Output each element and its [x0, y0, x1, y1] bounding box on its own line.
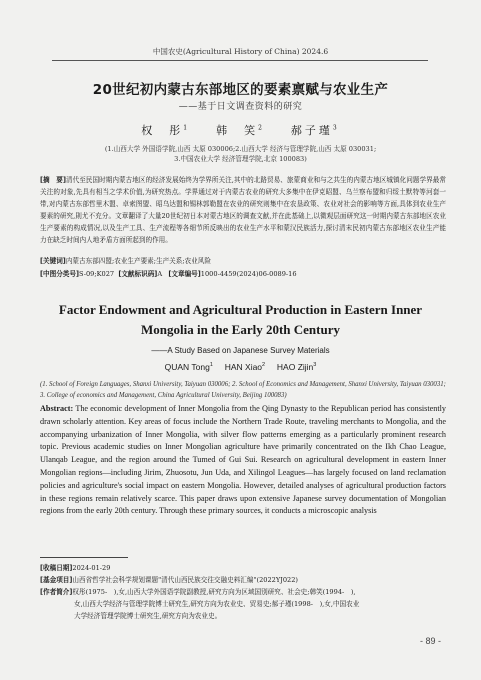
author-cn-2-sup: 2 — [258, 124, 265, 132]
author-en-2-sup: 2 — [262, 362, 266, 369]
classification-cn — [40, 268, 446, 280]
abstract-en-label: Abstract: — [40, 404, 74, 413]
footnote-authors — [40, 586, 446, 598]
author-cn-2: 韩 笑 — [216, 124, 259, 137]
author-cn-3: 郝子瑾 — [290, 124, 333, 137]
footnote-authors-text: 权彤(1975- ),女,山西大学外国语学院副教授,研究方向为区域国别研究、社会史;韩笑(1994- ), — [72, 588, 356, 596]
author-cn-1: 权 彤 — [141, 124, 184, 137]
authors-en — [0, 362, 481, 372]
doc-code-value: A — [157, 270, 163, 278]
clc-label: [中图分类号] — [40, 270, 79, 278]
abstract-en-text: The economic development of Inner Mongolia from the Qing Dynasty to the Republican period has consistently drawn scholarly attention. Key areas of focus include the Northern Trade Route, traveling merchants to Mongolia, and the accompanying urbanization of Inner Mongolia, with silver flow patterns emerging as a particularly prominent research topic. Previous academic studies on Inner Mongolian agriculture have primarily concentrated on the Ikh Chao League, Ulanqab League, and the region around the Tumed of Gui Sui. Research on agricultural development in eastern Inner Mongolian regions—including Jirim, Zhuosotu, Jun Uda, and Xilingol Leagues—has largely focused on land reclamation policies and agriculture's social impact on eastern Mongolia. However, detailed analyses of agricultural production factors in these regions remain relatively scarce. This paper draws upon extensive Japanese survey documentation of Mongolian regions from the early 20th century. Through these primary sources, it conducts a microscopic analysis — [40, 404, 446, 516]
author-cn-1-sup: 1 — [183, 124, 191, 132]
running-head: 中国农史(Agricultural History of China) 2024.6 — [152, 47, 329, 56]
footnote-funding-text: 山西省哲学社会科学规划课题"清代山西民族交往交融史料汇编"(2022YJ022) — [72, 576, 299, 584]
author-en-3-sup: 3 — [313, 362, 317, 369]
affiliation-cn-line-1: (1.山西大学 外国语学院,山西 太原 030006;2.山西大学 经济与管理学院,山西 太原 030031; — [104, 145, 377, 153]
affiliation-en: (1. School of Foreign Languages, Shanxi University, Taiyuan 030006; 2. School of Economics and Management, Shanxi University, Taiyuan 030031; 3. College of economics and Management, China Agricultural University, Beijing 100083) — [40, 381, 446, 399]
subtitle-cn: ——基于日文调查资料的研究 — [178, 102, 303, 112]
footnotes — [40, 562, 446, 622]
page-number: - 89 - — [419, 636, 441, 646]
footnote-received — [40, 562, 446, 574]
author-en-3: HAO Zijin — [276, 362, 314, 372]
title-en-line-2: Mongolia in the Early 20th Century — [141, 322, 340, 337]
footnote-authors-label: [作者简介] — [40, 588, 73, 596]
article-id-label: [文章编号] — [168, 270, 201, 278]
keywords-cn-label: [关键词] — [40, 257, 66, 265]
title-en — [0, 300, 481, 340]
footnote-funding — [40, 574, 446, 586]
keywords-cn — [40, 255, 446, 267]
abstract-cn-text: 清代至民国时期内蒙古地区的经济发展始终为学界所关注,其中的北路贸易、旅蒙商业和与之共生的内蒙古地区城镇化问题学界最常关注的对象,先具有相当之学术价值,为研究热点。学界通过对于内蒙古农业的研究大多集中在伊克昭盟、乌兰察布盟和归绥土默特等河套一带,对内蒙古东部哲里木盟、卓索图盟、昭乌达盟和锡林郭勒盟在农业的研究则集中在农垦政策、农业对社会的影响等方面,具体到农业生产要素的研究,則尤不充分。文章翻译了大量20世纪初日本对蒙古地区的调查文献,并在此基础上,以微观层面研究这一时期内蒙古东部地区农业生产要素的构成情况,以及生产工具、生产流程等各细节所反映出的农业生产水平和蒙汉民族活力,探讨清末民初内蒙古东部地区农业生产能力在缺乏时间内人地矛盾方面所起到的作用。 — [40, 176, 446, 244]
author-en-2: HAN Xiao — [224, 362, 263, 372]
subtitle-en: ——A Study Based on Japanese Survey Materials — [151, 346, 330, 355]
abstract-en — [40, 403, 446, 557]
title-cn: 20世纪初内蒙古东部地区的要素禀赋与农业生产 — [92, 82, 389, 98]
title-en-line-1: Factor Endowment and Agricultural Production in Eastern Inner — [58, 302, 423, 317]
footnote-authors-cont-1: 女,山西大学经济与管理学院博士研究生,研究方向为农业史、贸易史;郝子瑾(1998- ),女,中国农业 — [74, 600, 360, 608]
author-en-1-sup: 1 — [209, 362, 213, 369]
author-cn-3-sup: 3 — [332, 124, 340, 132]
footnote-received-text: 2024-01-29 — [72, 564, 111, 572]
footnote-received-label: [收稿日期] — [40, 564, 73, 572]
footnote-authors-cont-2: 大学经济管理学院博士研究生,研究方向为农业史。 — [74, 612, 222, 620]
article-id-value: 1000-4459(2024)06-0089-16 — [200, 270, 297, 278]
footnote-rule — [40, 557, 128, 558]
affiliation-cn-line-2: 3.中国农业大学 经济管理学院,北京 100083) — [174, 155, 307, 163]
footnote-funding-label: [基金项目] — [40, 576, 73, 584]
header-rule — [52, 60, 428, 61]
authors-cn — [0, 122, 481, 138]
doc-code-label: [文献标识码] — [118, 270, 158, 278]
abstract-cn-label: [摘 要] — [40, 176, 66, 184]
abstract-cn — [40, 174, 446, 248]
author-en-1: QUAN Tong — [164, 362, 210, 372]
keywords-cn-text: 内蒙古东部四盟;农业生产要素;生产关系;农业风险 — [65, 257, 211, 265]
clc-value: S-09;K027 — [79, 270, 115, 278]
